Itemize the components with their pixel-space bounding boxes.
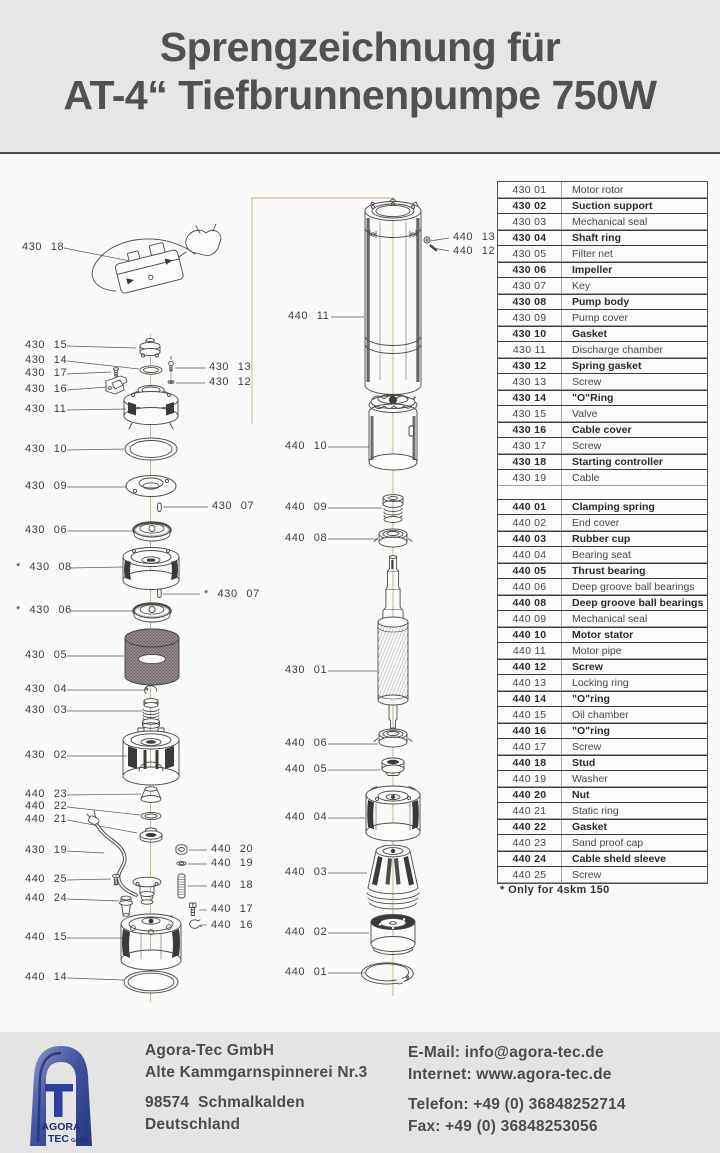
part-label: 440 25 <box>25 873 68 885</box>
part-name: Filter net <box>572 247 613 260</box>
part-name: Mechanical seal <box>572 612 648 625</box>
part-name: Shaft ring <box>572 232 621 244</box>
part-row <box>498 835 707 851</box>
part-discharge-chamber <box>124 386 178 430</box>
part-name: Gasket <box>572 328 608 340</box>
title-line-2: AT-4“ Tiefbrunnenpumpe 750W <box>63 71 657 118</box>
part-number: 440 25 <box>498 867 562 882</box>
part-row <box>498 422 707 438</box>
part-number: 430 09 <box>498 310 562 325</box>
part-label: 430 11 <box>25 403 67 415</box>
part-name: Motor pipe <box>572 644 622 657</box>
part-name: End cover <box>572 516 620 529</box>
footer <box>0 1032 720 1153</box>
part-impeller-1 <box>134 523 170 541</box>
part-label: 430 04 <box>25 683 68 695</box>
part-row <box>498 739 707 755</box>
part-name: Washer <box>572 772 608 785</box>
part-row <box>498 294 707 310</box>
part-label: 440 13 <box>453 231 496 243</box>
part-name: "O"ring <box>572 725 610 737</box>
part-row <box>498 547 707 563</box>
part-row <box>498 278 707 294</box>
part-nut <box>176 845 187 854</box>
part-label: 430 19 <box>25 844 68 856</box>
part-name: Gasket <box>572 821 608 833</box>
page-title <box>0 0 720 152</box>
part-name: Locking ring <box>572 676 629 689</box>
part-screw-430-17 <box>113 368 118 376</box>
part-label: 440 03 <box>285 866 328 878</box>
part-oil-chamber <box>121 914 181 970</box>
part-row <box>498 470 707 486</box>
part-number: 440 08 <box>498 596 562 610</box>
parts-table <box>497 181 708 884</box>
part-row <box>498 515 707 531</box>
part-row <box>498 214 707 230</box>
part-number: 430 11 <box>498 342 562 357</box>
part-number: 440 06 <box>498 579 562 594</box>
part-key-430-07 <box>158 503 162 512</box>
part-name: Screw <box>572 661 603 673</box>
part-label: 430 03 <box>25 704 68 716</box>
part-number: 430 14 <box>498 391 562 405</box>
part-label: 440 05 <box>285 763 328 775</box>
part-number: 430 02 <box>498 199 562 213</box>
part-number: 440 10 <box>498 628 562 642</box>
part-row <box>498 310 707 326</box>
part-name: Nut <box>572 789 590 801</box>
part-gasket-440-22 <box>141 812 161 819</box>
title-line-1: Sprengzeichnung für <box>159 24 561 70</box>
part-name: Stud <box>572 757 596 769</box>
part-label: 430 12 <box>209 376 252 388</box>
part-row <box>498 390 707 406</box>
part-label: 440 18 <box>211 879 254 891</box>
part-number: 430 06 <box>498 263 562 277</box>
logo-word-agora: AGORA <box>41 1121 81 1133</box>
logo-word-tec: TEC <box>48 1133 69 1145</box>
part-screw-440-17 <box>190 903 197 916</box>
footer-email: E-Mail: info@agora-tec.de <box>408 1044 604 1061</box>
part-row <box>498 771 707 787</box>
part-label: 440 11 <box>288 310 330 322</box>
part-label: 440 12 <box>453 245 496 257</box>
part-label: 430 15 <box>25 339 68 351</box>
part-label: 430 16 <box>25 383 68 395</box>
part-number: 440 15 <box>498 707 562 722</box>
part-name: Discharge chamber <box>572 343 664 356</box>
part-row <box>498 358 707 374</box>
part-row <box>498 374 707 390</box>
part-screw-430-13 <box>169 357 174 380</box>
part-name: Motor rotor <box>572 183 624 196</box>
part-label: 440 24 <box>25 892 68 904</box>
part-row <box>498 499 707 515</box>
part-label: 440 09 <box>285 501 328 513</box>
part-row <box>498 851 707 867</box>
part-label: 440 02 <box>285 926 328 938</box>
part-stud <box>178 874 185 898</box>
part-number: 430 13 <box>498 374 562 389</box>
part-label: 440 19 <box>211 857 254 869</box>
part-o-ring-440-16 <box>190 920 202 928</box>
part-number: 440 13 <box>498 675 562 690</box>
part-row <box>498 787 707 803</box>
part-pump-body <box>123 548 179 590</box>
part-impeller-2 <box>134 604 170 622</box>
part-name: Pump cover <box>572 311 629 324</box>
part-name: Pump body <box>572 296 630 308</box>
part-name: Oil chamber <box>572 708 629 721</box>
part-cable-sheld-sleeve <box>120 896 133 916</box>
part-number: 440 24 <box>498 852 562 866</box>
part-row <box>498 262 707 278</box>
part-o-ring-440-14 <box>124 971 178 993</box>
part-name: Screw <box>572 868 602 881</box>
part-number: 440 20 <box>498 788 562 802</box>
part-number: 440 14 <box>498 692 562 706</box>
part-number: 440 12 <box>498 660 562 674</box>
part-label: * 430 06 <box>16 604 72 616</box>
part-spring-gasket-430-12 <box>168 381 174 384</box>
centerlines <box>151 198 394 1002</box>
footer-company: Agora-Tec GmbH <box>145 1042 275 1059</box>
part-row <box>498 867 707 883</box>
part-label: 430 10 <box>25 443 68 455</box>
part-label: 430 01 <box>285 664 328 676</box>
part-row <box>498 723 707 739</box>
part-row <box>498 595 707 611</box>
part-number: 440 22 <box>498 820 562 834</box>
part-suction-support <box>123 728 179 785</box>
part-name: Screw <box>572 375 602 388</box>
part-name: "O"ring <box>572 693 610 705</box>
part-name: Deep groove ball bearings <box>572 580 695 593</box>
part-label: 440 20 <box>211 843 254 855</box>
part-number: 430 01 <box>498 182 562 197</box>
part-pump-cover <box>126 476 176 497</box>
part-sand-proof-cap <box>141 787 161 803</box>
part-number: 440 19 <box>498 771 562 786</box>
part-number: 440 05 <box>498 564 562 578</box>
part-row <box>498 707 707 723</box>
part-number: 430 10 <box>498 327 562 341</box>
part-name: Sand proof cap <box>572 836 644 849</box>
footer-phone: Telefon: +49 (0) 36848252714 <box>408 1096 626 1113</box>
part-number: 440 03 <box>498 532 562 546</box>
part-row <box>498 454 707 470</box>
part-number: 430 05 <box>498 246 562 261</box>
part-row <box>498 531 707 547</box>
part-number: 440 11 <box>498 643 562 658</box>
part-name: Clamping spring <box>572 501 655 513</box>
part-name: Motor stator <box>572 629 634 641</box>
part-row <box>498 611 707 627</box>
part-thrust-bearing <box>382 758 404 776</box>
part-washer <box>177 862 186 866</box>
part-label: 430 05 <box>25 649 68 661</box>
part-label: 430 07 <box>212 500 255 512</box>
part-number: 440 01 <box>498 500 562 514</box>
part-label: 440 06 <box>285 737 328 749</box>
part-number: 430 17 <box>498 438 562 453</box>
part-number: 440 02 <box>498 515 562 530</box>
part-name: Screw <box>572 439 602 452</box>
part-name: Cable sheld sleeve <box>572 853 666 865</box>
part-row <box>498 579 707 595</box>
part-name: Thrust bearing <box>572 565 646 577</box>
logo-word-gmbh: GmbH <box>71 1138 88 1144</box>
table-section-gap <box>498 486 707 499</box>
part-number: 430 18 <box>498 455 562 469</box>
part-row <box>498 691 707 707</box>
part-o-ring-430-14 <box>140 366 162 374</box>
part-number: 430 03 <box>498 214 562 229</box>
part-label: 430 18 <box>22 241 65 253</box>
part-mechanical-seal-430-03 <box>143 699 160 729</box>
part-label: 440 04 <box>285 811 328 823</box>
table-footnote: * Only for 4skm 150 <box>500 884 610 896</box>
part-row <box>498 406 707 422</box>
part-label: 440 21 <box>25 813 68 825</box>
part-label: 430 09 <box>25 480 68 492</box>
part-row <box>498 246 707 262</box>
part-label: 440 15 <box>25 931 68 943</box>
part-row <box>498 803 707 819</box>
part-row <box>498 342 707 358</box>
part-label: * 430 07 <box>204 588 260 600</box>
part-bearing-440-06 <box>374 729 412 747</box>
part-row <box>498 643 707 659</box>
part-cable-cover <box>106 376 127 394</box>
part-number: 430 19 <box>498 470 562 485</box>
part-label: 440 22 <box>25 800 68 812</box>
part-number: 440 04 <box>498 547 562 562</box>
part-row <box>498 326 707 342</box>
part-screw-440-13 <box>424 237 436 250</box>
part-name: Screw <box>572 740 602 753</box>
part-number: 440 09 <box>498 611 562 626</box>
part-number: 430 15 <box>498 406 562 421</box>
agora-tec-logo <box>26 1038 96 1148</box>
footer-street: Alte Kammgarnspinnerei Nr.3 <box>145 1064 368 1081</box>
part-label: 430 02 <box>25 749 68 761</box>
part-row <box>498 627 707 643</box>
part-row <box>498 675 707 691</box>
part-number: 440 23 <box>498 835 562 850</box>
part-name: Mechanical seal <box>572 215 648 228</box>
part-bearing-440-08 <box>374 529 412 547</box>
part-row <box>498 230 707 246</box>
part-name: Key <box>572 279 591 292</box>
part-label: * 430 08 <box>16 561 72 573</box>
part-row <box>498 198 707 214</box>
part-label: 440 08 <box>285 532 328 544</box>
part-number: 440 16 <box>498 724 562 738</box>
part-label: 440 17 <box>211 903 254 915</box>
part-number: 430 07 <box>498 278 562 293</box>
part-name: Cable cover <box>572 424 632 436</box>
part-label: 440 16 <box>211 919 254 931</box>
parts-table-body <box>498 182 707 883</box>
part-cable <box>87 811 161 904</box>
part-label: 440 14 <box>25 971 68 983</box>
part-label: 440 01 <box>285 966 328 978</box>
footer-postal-city: 98574 Schmalkalden <box>145 1094 305 1111</box>
part-gasket-430-10 <box>125 438 177 460</box>
part-valve <box>140 338 160 357</box>
footer-internet: Internet: www.agora-tec.de <box>408 1066 612 1083</box>
part-label: 430 17 <box>25 367 68 379</box>
part-name: Bearing seat <box>572 548 631 561</box>
part-number: 440 17 <box>498 739 562 754</box>
logo-letter-t-stem <box>54 1084 63 1117</box>
part-starting-controller <box>92 224 221 294</box>
part-row <box>498 659 707 675</box>
part-name: Spring gasket <box>572 360 642 372</box>
part-name: Cable <box>572 471 600 484</box>
part-name: Static ring <box>572 804 619 817</box>
part-static-ring <box>140 828 162 842</box>
part-name: "O"Ring <box>572 392 614 404</box>
part-number: 430 04 <box>498 231 562 245</box>
part-label: 430 06 <box>25 524 68 536</box>
part-name: Valve <box>572 407 598 420</box>
part-number: 430 16 <box>498 423 562 437</box>
part-label: 430 13 <box>209 361 252 373</box>
part-row <box>498 819 707 835</box>
part-name: Deep groove ball bearings <box>572 597 704 609</box>
part-name: Impeller <box>572 264 613 276</box>
part-label: 440 23 <box>25 788 68 800</box>
part-number: 430 08 <box>498 295 562 309</box>
part-number: 440 18 <box>498 756 562 770</box>
part-name: Suction support <box>572 200 653 212</box>
part-row <box>498 755 707 771</box>
part-name: Rubber cup <box>572 533 631 545</box>
part-name: Starting controller <box>572 456 664 468</box>
part-filter-net <box>125 629 179 685</box>
part-number: 440 21 <box>498 803 562 818</box>
part-label: 430 14 <box>25 354 68 366</box>
part-label: 440 10 <box>285 440 328 452</box>
part-row <box>498 438 707 454</box>
part-key-430-07b <box>158 589 162 598</box>
part-row <box>498 182 707 198</box>
footer-fax: Fax: +49 (0) 36848253056 <box>408 1118 598 1135</box>
part-number: 430 12 <box>498 359 562 373</box>
part-row <box>498 563 707 579</box>
part-clamping-spring <box>361 963 413 984</box>
footer-country: Deutschland <box>145 1116 241 1133</box>
